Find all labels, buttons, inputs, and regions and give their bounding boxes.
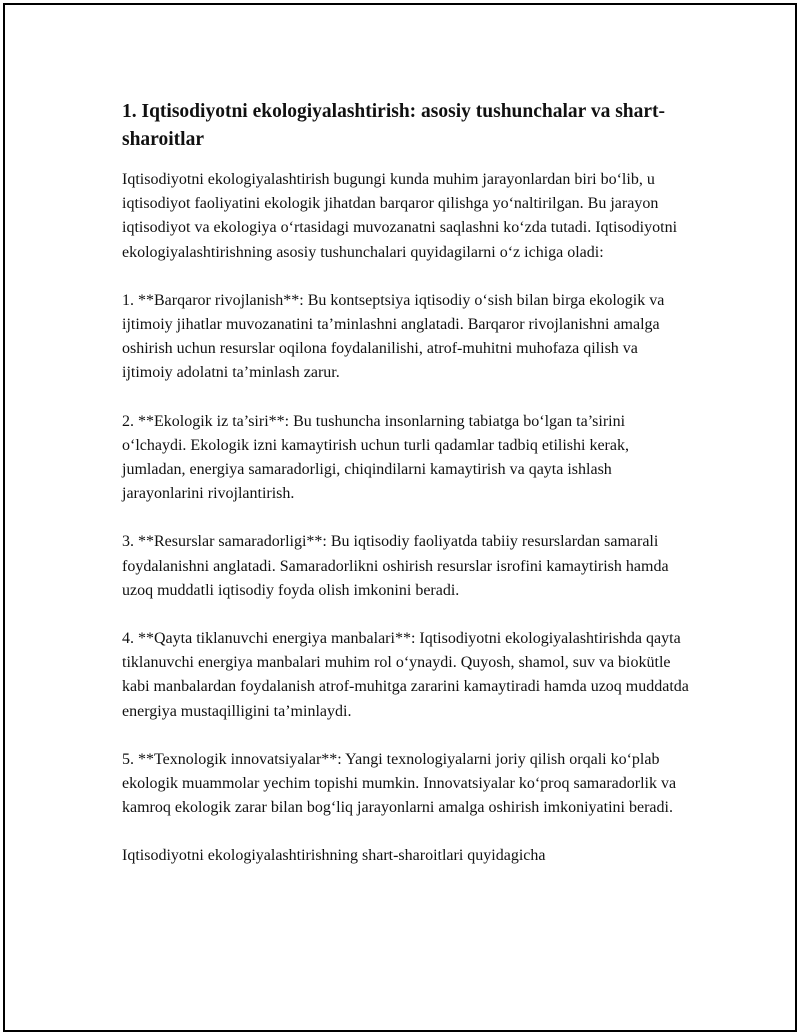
list-item-tech-innovation: 5. **Texnologik innovatsiyalar**: Yangi texnologiyalarni joriy qilish orqali ko‘plab ekologik muammolar yechim topishi mumkin. Innovatsiyalar ko‘proq samaradorlik va kamroq ekologik zarar bilan bog‘liq jarayonlarni amalga oshirish imkoniyatini beradi. — [122, 750, 677, 817]
list-item-sustainable-development: 1. **Barqaror rivojlanish**: Bu kontseptsiya iqtisodiy o‘sish bilan birga ekologik va ijtimoiy jihatlar muvozanatini ta’minlashni anglatadi. Barqaror rivojlanishni amalga oshirish uchun resurslar oqilona foydalanilishi, atrof-muhitni muhofaza qilish va ijtimoiy adolatni ta’minlash zarur. — [122, 291, 665, 382]
document-body — [122, 98, 692, 893]
list-item-renewable-energy: 4. **Qayta tiklanuvchi energiya manbalari**: Iqtisodiyotni ekologiyalashtirishda qayta tiklanuvchi energiya manbalari muhim rol o‘ynaydi. Quyosh, shamol, suv va biokütle kabi manbalardan foydalanish atrof-muhitga zararini kamaytiradi hamda uzoq muddatda energiya mustaqilligini ta’minlaydi. — [122, 630, 689, 720]
list-item-resource-efficiency: 3. **Resurslar samaradorligi**: Bu iqtisodiy faoliyatda tabiiy resurslardan samarali foydalanishni anglatadi. Samaradorlikni oshirish resurslar isrofini kamaytirish hamda uzoq muddatli iqtisodiy foyda olish imkonini beradi. — [122, 533, 669, 599]
closing-paragraph: Iqtisodiyotni ekologiyalashtirishning shart-sharoitlari quyidagicha — [122, 847, 546, 865]
intro-paragraph: Iqtisodiyotni ekologiyalashtirish bugungi kunda muhim jarayonlardan biri bo‘lib, u iqtisodiyot faoliyatini ekologik jihatdan barqaror qilishga yo‘naltirilgan. Bu jarayon iqtisodiyot va ekologiya o‘rtasidagi muvozanatni saqlashni ko‘zda tutadi. Iqtisodiyotni ekologiyalashtirishning asosiy tushunchalari quyidagilarni o‘z ichiga oladi: — [122, 171, 678, 261]
page-frame — [3, 3, 797, 1032]
section-heading: 1. Iqtisodiyotni ekologiyalashtirish: asosiy tushunchalar va shart-sharoitlar — [122, 101, 666, 150]
list-item-ecological-footprint: 2. **Ekologik iz ta’siri**: Bu tushuncha insonlarning tabiatga bo‘lgan ta’sirini o‘lchaydi. Ekologik izni kamaytirish uchun turli qadamlar tadbiq etilishi kerak, jumladan, energiya samaradorligi, chiqindilarni kamaytirish va qayta ishlash jarayonlarini rivojlantirish. — [122, 412, 629, 503]
